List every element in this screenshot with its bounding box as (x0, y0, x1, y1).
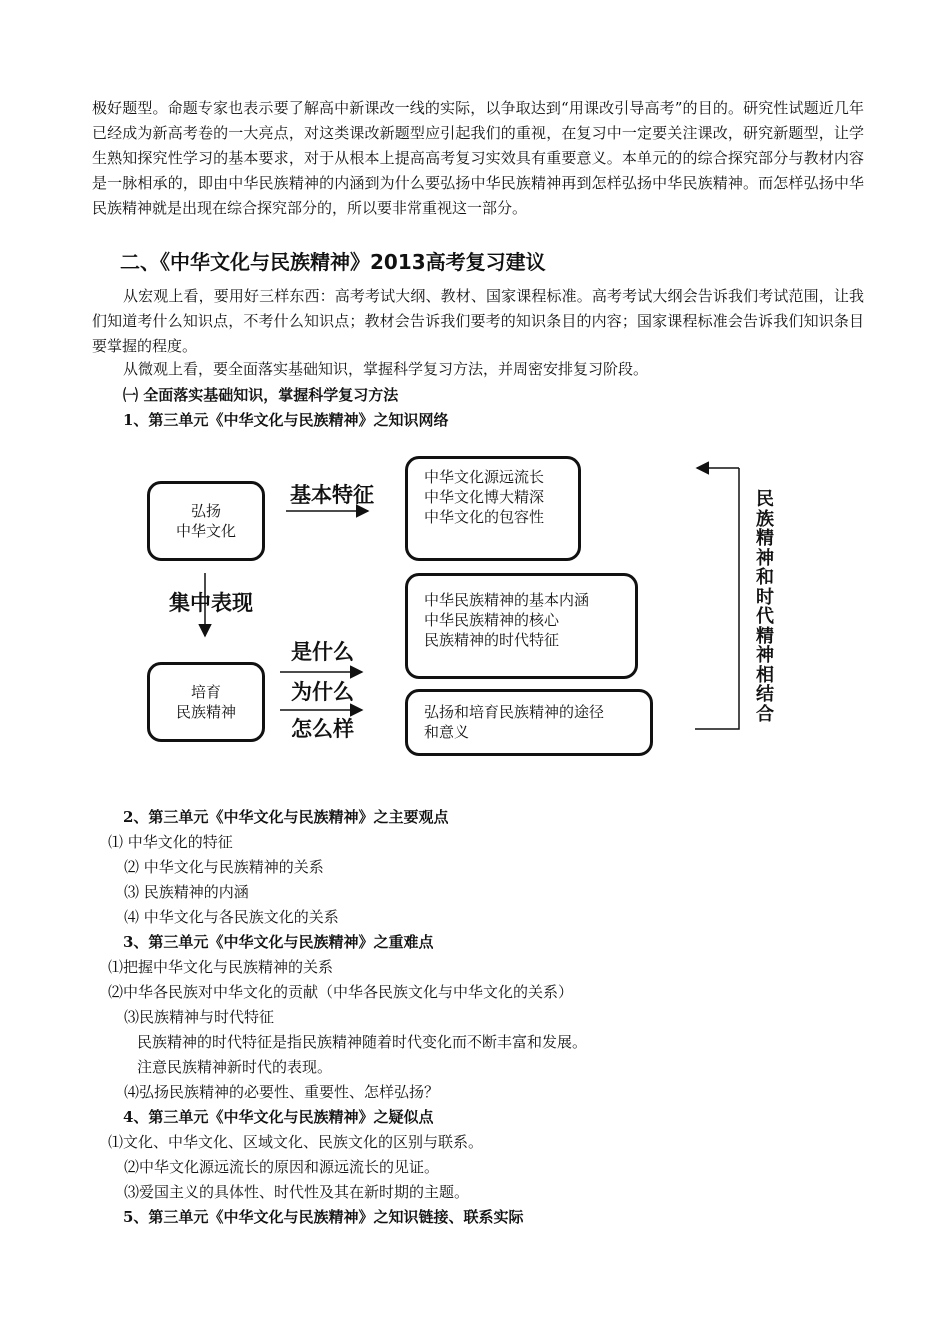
item1-title: 1、第三单元《中华文化与民族精神》之知识网络 (123, 411, 449, 429)
item2-point-3: ⑶ 民族精神的内涵 (124, 883, 249, 901)
label-basic-features: 基本特征 (290, 483, 374, 507)
item2-point-1: ⑴ 中华文化的特征 (108, 833, 233, 851)
box-ways-meaning: 弘扬和培育民族精神的途径 和意义 (405, 689, 653, 756)
item2-point-4: ⑷ 中华文化与各民族文化的关系 (124, 908, 339, 926)
item4-point-1: ⑴文化、中华文化、区域文化、民族文化的区别与联系。 (108, 1133, 484, 1151)
side-label-spirit-combination: 民族精神和时代精神相结合 (756, 489, 774, 725)
box-culture-features: 中华文化源远流长 中华文化博大精深 中华文化的包容性 (405, 456, 581, 561)
item4-title: 4、第三单元《中华文化与民族精神》之疑似点 (123, 1108, 434, 1126)
item2-point-2: ⑵ 中华文化与民族精神的关系 (124, 858, 324, 876)
side-bracket-line (695, 468, 739, 729)
item3-point-3-detail-1: 民族精神的时代特征是指民族精神随着时代变化而不断丰富和发展。 (137, 1033, 588, 1051)
item3-point-3: ⑶民族精神与时代特征 (124, 1008, 275, 1026)
box-spirit-connotation: 中华民族精神的基本内涵 中华民族精神的核心 民族精神的时代特征 (405, 573, 638, 679)
item3-point-4: ⑷弘扬民族精神的必要性、重要性、怎样弘扬？ (124, 1083, 440, 1101)
label-what: 是什么 (291, 640, 354, 664)
label-why: 为什么 (291, 680, 354, 704)
section-heading: 二、《中华文化与民族精神》2013高考复习建议 (120, 250, 546, 274)
item4-point-2: ⑵中华文化源远流长的原因和源远流长的见证。 (124, 1158, 440, 1176)
label-focus-expression: 集中表现 (169, 591, 253, 615)
item3-title: 3、第三单元《中华文化与民族精神》之重难点 (123, 933, 434, 951)
macro-paragraph: 从宏观上看，要用好三样东西：高考考试大纲、教材、国家课程标准。高考考试大纲会告诉我们考试范围，让我们知道考什么知识点，不考什么知识点；教材会告诉我们要考的知识条目的内容；国家课程标准会告诉我们知识条目要掌握的程度。 (92, 287, 864, 355)
label-how: 怎么样 (291, 717, 354, 741)
micro-paragraph: 从微观上看，要全面落实基础知识，掌握科学复习方法，并周密安排复习阶段。 (123, 360, 649, 378)
sub-heading-basic-knowledge: ㈠ 全面落实基础知识，掌握科学复习方法 (123, 386, 399, 404)
box-cultivate-spirit: 培育 民族精神 (147, 662, 265, 742)
intro-paragraph: 极好题型。命题专家也表示要了解高中新课改一线的实际，以争取达到“用课改引导高考”的目的。研究性试题近几年已经成为新高考卷的一大亮点，对这类课改新题型应引起我们的重视，在复习中一定要关注课改，研究新题型，让学生熟知探究性学习的基本要求，对于从根本上提高高考复习实效具有重要意义。本单元的的综合探究部分与教材内容是一脉相承的，即由中华民族精神的内涵到为什么要弘扬中华民族精神再到怎样弘扬中华民族精神。而怎样弘扬中华民族精神就是出现在综合探究部分的，所以要非常重视这一部分。 (92, 99, 864, 217)
item3-point-3-detail-2: 注意民族精神新时代的表现。 (137, 1058, 333, 1076)
item3-point-1: ⑴把握中华文化与民族精神的关系 (108, 958, 334, 976)
item3-point-2: ⑵中华各民族对中华文化的贡献（中华各民族文化与中华文化的关系） (108, 983, 574, 1001)
item2-title: 2、第三单元《中华文化与民族精神》之主要观点 (123, 808, 449, 826)
item5-title: 5、第三单元《中华文化与民族精神》之知识链接、联系实际 (123, 1208, 524, 1226)
item4-point-3: ⑶爱国主义的具体性、时代性及其在新时期的主题。 (124, 1183, 470, 1201)
box-promote-culture: 弘扬 中华文化 (147, 481, 265, 561)
